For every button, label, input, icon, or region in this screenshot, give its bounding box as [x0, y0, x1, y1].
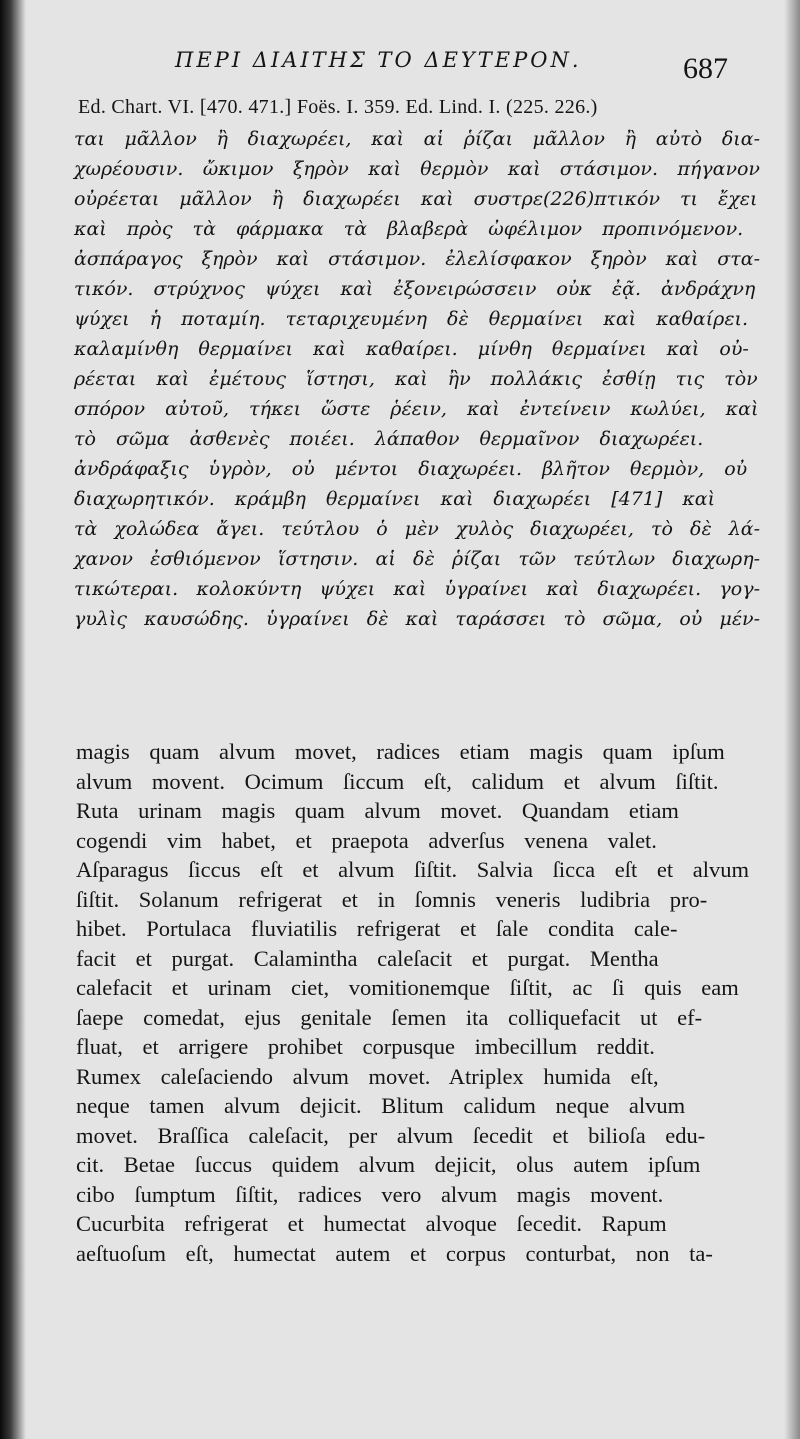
latin-text-line: Aſparagus ſiccus eſt et alvum ſiſtit. Salvia ſicca eſt et alvum	[76, 857, 749, 882]
page-left-edge-shadow	[0, 0, 26, 1439]
greek-text-line: ἀσπάραγος ξηρὸν καὶ στάσιμον. ἐλελίσφακον ξηρὸν καὶ στα-	[74, 248, 760, 270]
greek-text-block	[74, 124, 764, 634]
greek-text-line: χανον ἐσθιόμενον ἵστησιν. αἱ δὲ ῥίζαι τῶν τεύτλων διαχωρη-	[74, 548, 760, 570]
latin-text-line: cibo ſumptum ſiſtit, radices vero alvum magis movent.	[76, 1181, 664, 1207]
page-number: 687	[683, 52, 728, 85]
greek-text-line: σπόρον αὐτοῦ, τήκει ὥστε ῥέειν, καὶ ἐντείνειν κωλύει, καὶ	[74, 398, 759, 420]
latin-text-line: calefacit et urinam ciet, vomitionemque ſiſtit, ac ſi quis eam	[76, 975, 739, 1000]
running-head: ΠΕΡΙ ΔΙΑΙΤΗΣ ΤΟ ΔΕΥΤΕΡΟΝ.	[175, 48, 582, 72]
latin-text-line: fluat, et arrigere prohibet corpusque imbecillum reddit.	[76, 1034, 655, 1059]
latin-text-line: Cucurbita refrigerat et humectat alvoque ſecedit. Rapum	[76, 1211, 667, 1236]
latin-text-line: neque tamen alvum dejicit. Blitum calidum neque alvum	[76, 1093, 686, 1118]
latin-text-line: alvum movent. Ocimum ſiccum eſt, calidum et alvum ſiſtit.	[76, 768, 719, 794]
greek-text-line: τὸ σῶμα ἀσθενὲς ποιέει. λάπαθον θερμαῖνον διαχωρέει.	[74, 428, 704, 450]
latin-text-line: cogendi vim habet, et praepota adverſus venena valet.	[76, 827, 657, 853]
latin-text-block	[76, 737, 766, 1268]
latin-text-line: facit et purgat. Calamintha caleſacit et purgat. Mentha	[76, 945, 659, 971]
greek-text-line: καλαμίνθη θερμαίνει καὶ καθαίρει. μίνθη θερμαίνει καὶ οὐ-	[74, 338, 749, 360]
latin-text-line: ſiſtit. Solanum refrigerat et in ſomnis veneris ludibria pro-	[76, 886, 708, 912]
latin-text-line: hibet. Portulaca fluviatilis refrigerat et ſale condita cale-	[76, 916, 678, 941]
greek-text-line: τὰ χολώδεα ἄγει. τεύτλου ὁ μὲν χυλὸς διαχωρέει, τὸ δὲ λά-	[74, 518, 760, 540]
page-right-edge-shadow	[784, 0, 800, 1439]
greek-text-line: ται μᾶλλον ἢ διαχωρέει, καὶ αἱ ῥίζαι μᾶλλον ἢ αὐτὸ δια-	[74, 128, 760, 150]
greek-text-line: τικόν. στρύχνος ψύχει καὶ ἐξονειρώσσειν οὐκ ἐᾷ. ἀνδράχνη	[74, 278, 756, 300]
latin-text-line: magis quam alvum movet, radices etiam magis quam ipſum	[76, 739, 725, 764]
greek-text-line: τικώτεραι. κολοκύντη ψύχει καὶ ὑγραίνει καὶ διαχωρέει. γογ-	[74, 578, 760, 600]
latin-text-line: cit. Betae ſuccus quidem alvum dejicit, olus autem ipſum	[76, 1152, 701, 1177]
edition-reference-line: Ed. Chart. VI. [470. 471.] Foës. I. 359. Ed. Lind. I. (225. 226.)	[78, 96, 598, 118]
greek-text-line: διαχωρητικόν. κράμβη θερμαίνει καὶ διαχωρέει [471] καὶ	[74, 488, 716, 510]
greek-text-line: ρέεται καὶ ἐμέτους ἵστησι, καὶ ἢν πολλάκις ἐσθίῃ τις τὸν	[74, 368, 758, 390]
greek-text-line: καὶ πρὸς τὰ φάρμακα τὰ βλαβερὰ ὠφέλιμον προπινόμενον.	[74, 218, 744, 240]
latin-text-line: Ruta urinam magis quam alvum movet. Quandam etiam	[76, 798, 679, 823]
latin-text-line: ſaepe comedat, ejus genitale ſemen ita colliquefacit ut ef-	[76, 1004, 703, 1030]
greek-text-line: ἀνδράφαξις ὑγρὸν, οὐ μέντοι διαχωρέει. βλῆτον θερμὸν, οὐ	[74, 458, 748, 480]
latin-text-line: movet. Braſſica caleſacit, per alvum ſecedit et bilioſa edu-	[76, 1122, 706, 1148]
latin-text-line: aeſtuoſum eſt, humectat autem et corpus conturbat, non ta-	[76, 1240, 713, 1266]
latin-text-line: Rumex caleſaciendo alvum movet. Atriplex humida eſt,	[76, 1063, 659, 1089]
greek-text-line: χωρέουσιν. ὤκιμον ξηρὸν καὶ θερμὸν καὶ στάσιμον. πήγανον	[74, 158, 760, 180]
greek-text-line: οὐρέεται μᾶλλον ἢ διαχωρέει καὶ συστρε(226)πτικόν τι ἔχει	[74, 188, 758, 210]
greek-text-line: γυλὶς καυσώδης. ὑγραίνει δὲ καὶ ταράσσει τὸ σῶμα, οὐ μέν-	[74, 608, 760, 630]
greek-text-line: ψύχει ἡ ποταμίη. τεταριχευμένη δὲ θερμαίνει καὶ καθαίρει.	[74, 308, 749, 330]
